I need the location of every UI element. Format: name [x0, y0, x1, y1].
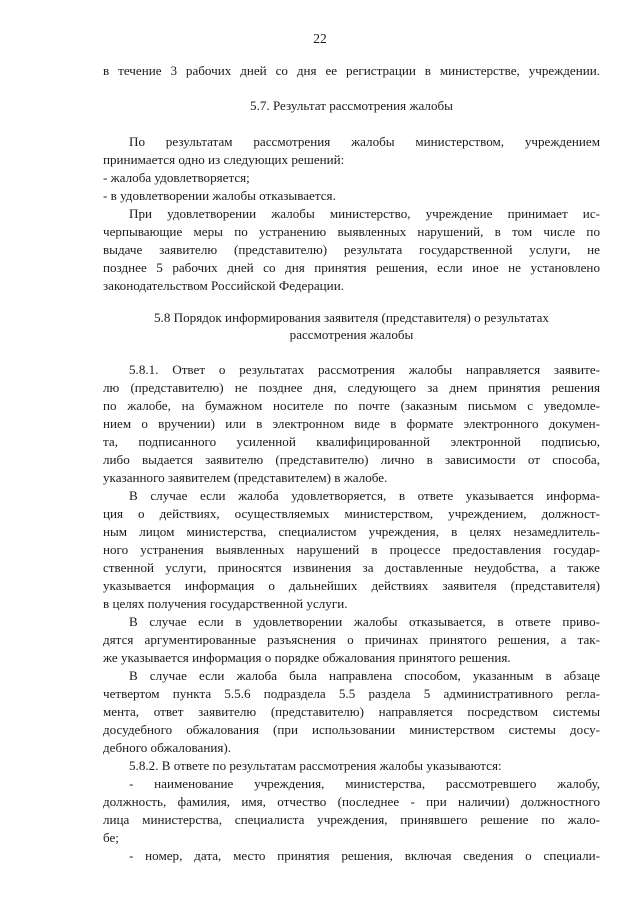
text-line: лю (представителю) не позднее дня, следующего за днем принятия решения	[103, 380, 600, 395]
text-line: ственной услуги, приносятся извинения за доставленные неудобства, а также	[103, 560, 600, 575]
list-item: - наименование учреждения, министерства, рассмотревшего жалобу,	[129, 776, 600, 791]
text-line: дятся аргументированные разъяснения о причинах принятого решения, а так-	[103, 632, 600, 647]
text-line: лица министерства, специалиста учреждения, принявшего решение по жало-	[103, 812, 600, 827]
text-line: нием о вручении) или в электронном виде в формате электронного докумен-	[103, 416, 600, 431]
text-line: позднее 5 рабочих дней со дня принятия решения, если иное не установлено	[103, 260, 600, 275]
text-line: 5.8.2. В ответе по результатам рассмотрения жалобы указываются:	[129, 758, 502, 773]
text-line: В случае если жалоба была направлена способом, указанным в абзаце	[129, 668, 600, 683]
list-item: - номер, дата, место принятия решения, включая сведения о специали-	[129, 848, 600, 863]
text-line: По результатам рассмотрения жалобы министерством, учреждением	[129, 134, 600, 149]
text-line: черпывающие меры по устранению выявленных нарушений, в том числе по	[103, 224, 600, 239]
text-line: В случае если в удовлетворении жалобы отказывается, в ответе приво-	[129, 614, 600, 629]
text-line: выдаче заявителю (представителю) результата государственной услуги, не	[103, 242, 600, 257]
page-number: 22	[313, 31, 327, 46]
text-line: принимается одно из следующих решений:	[103, 152, 345, 167]
text-line: в течение 3 рабочих дней со дня ее регистрации в министерстве, учреждении.	[103, 63, 600, 78]
text-line: ного устранения выявленных нарушений в процессе предоставления государ-	[103, 542, 600, 557]
text-line: та, подписанного усиленной квалифицированной электронной подписью,	[103, 434, 600, 449]
text-line: же указывается информация о порядке обжалования принятого решения.	[103, 650, 511, 665]
section-heading-5-7: 5.7. Результат рассмотрения жалобы	[250, 98, 453, 113]
text-line: четвертом пункта 5.5.6 подраздела 5.5 раздела 5 административного регла-	[103, 686, 600, 701]
section-heading-5-8-cont: рассмотрения жалобы	[289, 327, 414, 342]
text-line: бе;	[103, 830, 119, 845]
text-line: в целях получения государственной услуги.	[103, 596, 348, 611]
list-item: - в удовлетворении жалобы отказывается.	[103, 188, 336, 203]
list-item: - жалоба удовлетворяется;	[103, 170, 250, 185]
text-line: ция о действиях, осуществляемых министерством, учреждением, должност-	[103, 506, 600, 521]
text-line: дебного обжалования).	[103, 740, 231, 755]
text-line: мента, ответ заявителю (представителю) направляется посредством системы	[103, 704, 600, 719]
text-line: досудебного обжалования (при использовании министерством системы досу-	[103, 722, 600, 737]
text-line: В случае если жалоба удовлетворяется, в ответе указывается информа-	[129, 488, 600, 503]
text-line: указывается информация о дальнейших действиях заявителя (представителя)	[103, 578, 600, 593]
text-line: должность, фамилия, имя, отчество (последнее - при наличии) должностного	[103, 794, 600, 809]
section-heading-5-8: 5.8 Порядок информирования заявителя (представителя) о результатах	[154, 310, 549, 325]
text-line: либо выдается заявителю (представителю) лично в зависимости от способа,	[103, 452, 600, 467]
text-line: 5.8.1. Ответ о результатах рассмотрения жалобы направляется заявите-	[129, 362, 600, 377]
text-line: ным лицом министерства, специалистом учреждения, в целях незамедлитель-	[103, 524, 600, 539]
text-line: по жалобе, на бумажном носителе по почте (заказным письмом с уведомле-	[103, 398, 600, 413]
text-line: указанного заявителем (представителем) в жалобе.	[103, 470, 388, 485]
text-line: законодательством Российской Федерации.	[103, 278, 344, 293]
text-line: При удовлетворении жалобы министерство, учреждение принимает ис-	[129, 206, 600, 221]
